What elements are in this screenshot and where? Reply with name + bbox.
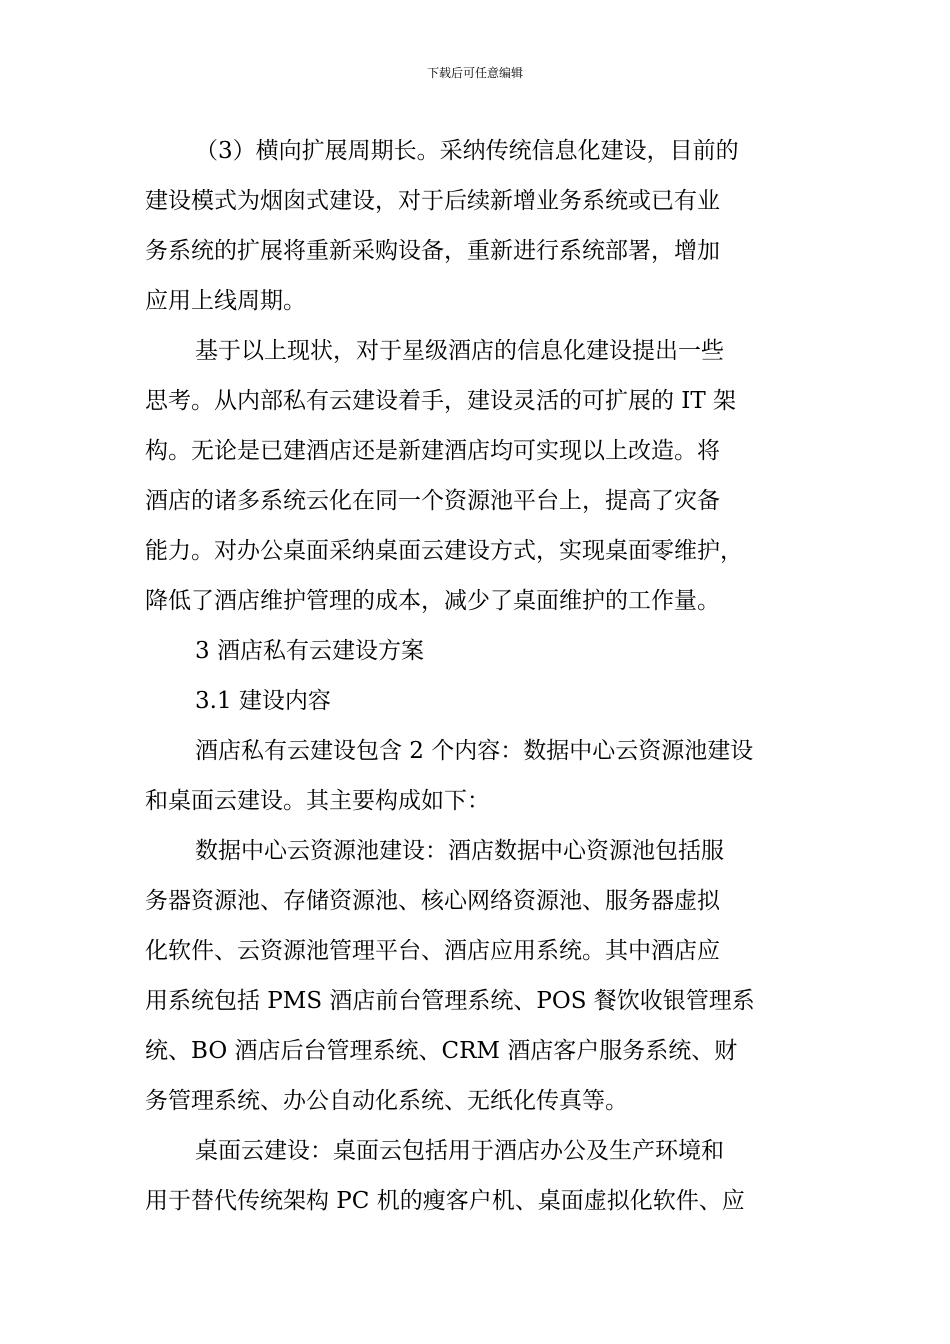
text-line: 构。无论是已建酒店还是新建酒店均可实现以上改造。将 [145,438,720,464]
text-line: 数据中心云资源池建设：酒店数据中心资源池包括服 [195,838,724,864]
text-line: 能力。对办公桌面采纳桌面云建设方式，实现桌面零维护， [145,538,743,564]
section-heading: 3 酒店私有云建设方案 [195,638,424,664]
text-line: 和桌面云建设。其主要构成如下： [145,788,490,814]
text-line: 务系统的扩展将重新采购设备，重新进行系统部署，增加 [145,238,720,264]
subsection-heading: 3.1 建设内容 [195,688,331,714]
text-line: 建设模式为烟囱式建设，对于后续新增业务系统或已有业 [145,188,720,214]
text-line: 统、BO 酒店后台管理系统、CRM 酒店客户服务系统、财 [145,1038,738,1064]
text-line: 化软件、云资源池管理平台、酒店应用系统。其中酒店应 [145,938,720,964]
text-line: 桌面云建设：桌面云包括用于酒店办公及生产环境和 [195,1138,724,1164]
text-line: 降低了酒店维护管理的成本，减少了桌面维护的工作量。 [145,588,720,614]
text-line: 基于以上现状，对于星级酒店的信息化建设提出一些 [195,338,724,364]
text-line: 应用上线周期。 [145,288,306,314]
text-line: 酒店的诸多系统云化在同一个资源池平台上，提高了灾备 [145,488,720,514]
text-line: 酒店私有云建设包含 2 个内容：数据中心云资源池建设 [195,738,754,764]
document-body [145,126,813,1226]
text-line: （3）横向扩展周期长。采纳传统信息化建设，目前的 [195,138,739,164]
text-line: 务器资源池、存储资源池、核心网络资源池、服务器虚拟 [145,888,720,914]
text-line: 思考。从内部私有云建设着手，建设灵活的可扩展的 IT 架 [145,388,737,414]
page-header: 下载后可任意编辑 [426,66,523,80]
text-line: 用于替代传统架构 PC 机的瘦客户机、桌面虚拟化软件、应 [145,1188,745,1214]
text-line: 用系统包括 PMS 酒店前台管理系统、POS 餐饮收银管理系 [145,988,755,1014]
text-line: 务管理系统、办公自动化系统、无纸化传真等。 [145,1088,628,1114]
